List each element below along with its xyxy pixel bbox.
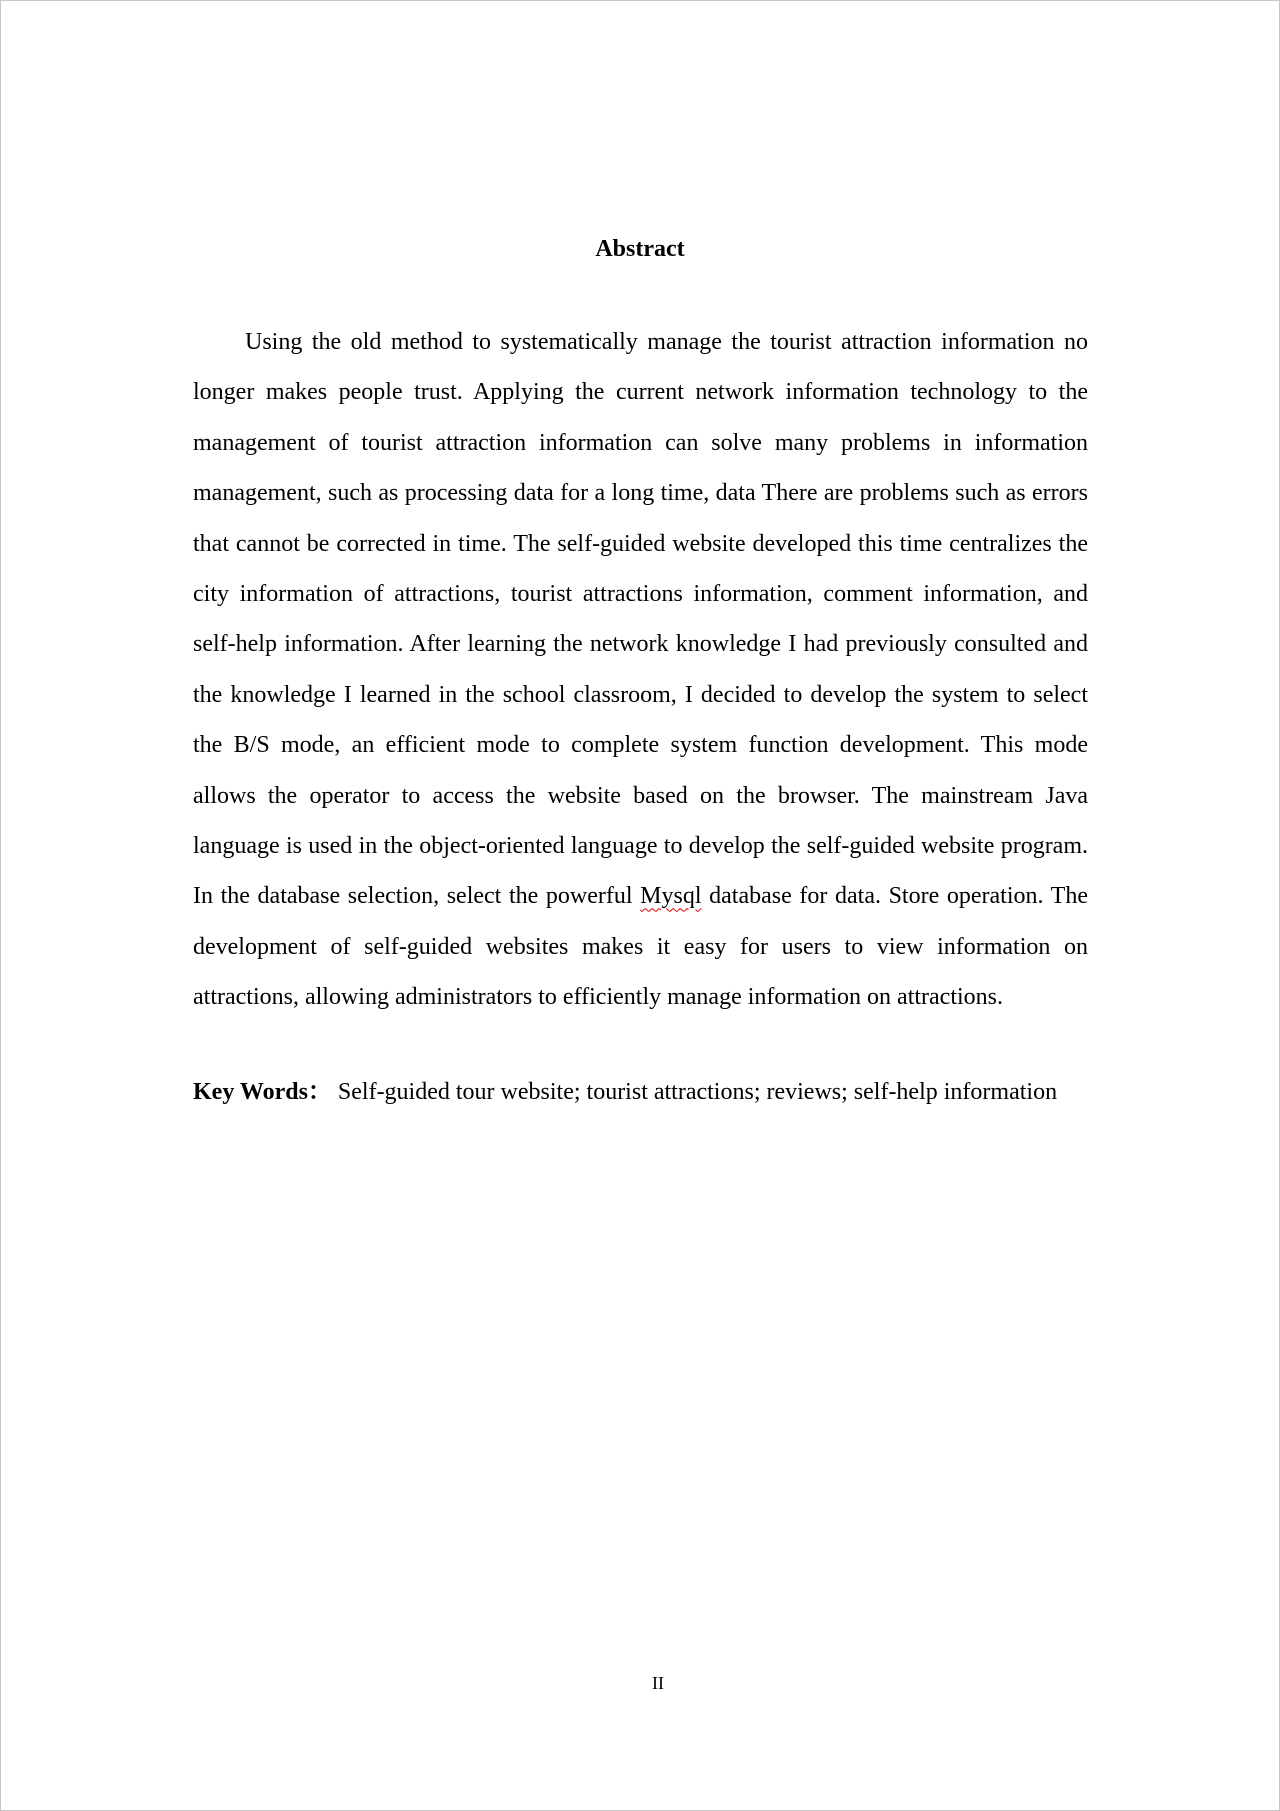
spellcheck-flagged-word[interactable]: Mysql — [640, 883, 702, 910]
page-number: II — [652, 1673, 664, 1693]
abstract-paragraph — [193, 317, 1088, 1023]
abstract-title: Abstract — [595, 236, 685, 262]
keywords-line — [193, 1069, 1088, 1115]
paragraph-text-part1: Using the old method to systematically manage the tourist attraction information no longer makes people trust. Applying the current network information technology to the management of tourist attraction information can solve many problems in information management, such as processing data for a long time, data There are problems such as errors that cannot be corrected in time. The self-guided website developed this time centralizes the city information of attractions, tourist attractions information, comment information, and self-help information. After learning the network knowledge I had previously consulted and the knowledge I learned in the school classroom, I decided to develop the system to select the B/S mode, an efficient mode to complete system function development. This mode allows the operator to access the website based on the browser. The mainstream Java language is used in the object-oriented language to develop the self-guided website program. In the database selection, select the powerful — [193, 329, 1088, 910]
keywords-text: Self-guided tour website; tourist attractions; reviews; self-help information — [337, 1079, 1058, 1105]
paragraph-text-part2: database for data. Store operation. The development of self-guided websites makes it easy for users to view information on attractions, allowing administrators to efficiently manage information on attractions. — [193, 883, 1088, 1011]
abstract-body — [193, 317, 1088, 1023]
keywords-label: Key Words： — [193, 1079, 332, 1105]
